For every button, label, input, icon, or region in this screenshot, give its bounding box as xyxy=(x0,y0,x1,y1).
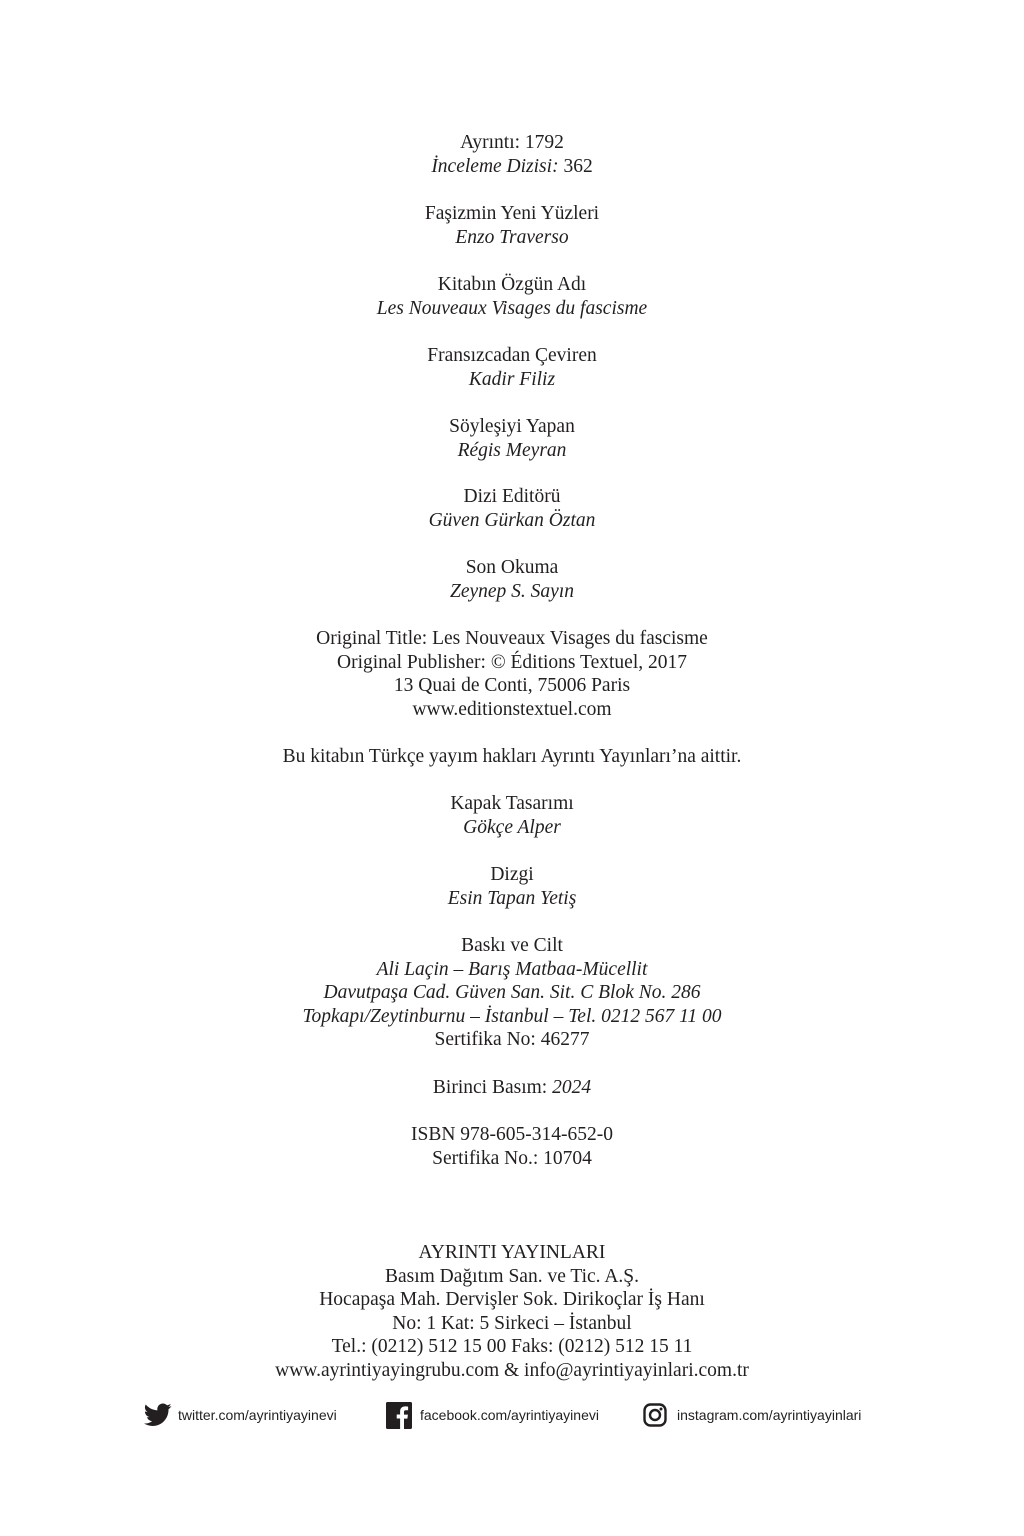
edition-section xyxy=(0,1076,1024,1100)
isbn-line: ISBN 978-605-314-652-0 xyxy=(410,1124,614,1145)
interviewer-section xyxy=(0,415,1024,462)
rights-section xyxy=(0,745,1024,769)
translator-name: Kadir Filiz xyxy=(468,368,556,390)
printing-section xyxy=(0,934,1024,1052)
printer-name: Ali Laçin – Barış Matbaa-Mücellit xyxy=(376,958,648,980)
publisher-certificate-line: Sertifika No.: 10704 xyxy=(432,1147,592,1169)
publisher-info xyxy=(0,1241,1024,1383)
typesetter-name: Esin Tapan Yetiş xyxy=(447,887,577,909)
publisher-phone-fax: Tel.: (0212) 512 15 00 Faks: (0212) 512 15 11 xyxy=(331,1336,693,1358)
original-publication xyxy=(0,627,1024,721)
series-editor-section xyxy=(0,485,1024,532)
publisher-address-line: Hocapaşa Mah. Dervişler Sok. Dirikoçlar İş Hanı xyxy=(319,1289,705,1311)
series-line: Ayrıntı: 1792 xyxy=(460,132,564,153)
printer-certificate: Sertifika No: 46277 xyxy=(434,1029,590,1051)
publisher-address-line: No: 1 Kat: 5 Sirkeci – İstanbul xyxy=(392,1312,632,1334)
publisher-web-email: www.ayrintiyayingrubu.com & info@ayrintiyayinlari.com.tr xyxy=(275,1359,749,1381)
publisher-company: Basım Dağıtım San. ve Tic. A.Ş. xyxy=(384,1265,640,1287)
cover-design-section xyxy=(0,792,1024,839)
proofreading-name: Zeynep S. Sayın xyxy=(449,580,574,602)
book-info xyxy=(0,202,1024,249)
original-name-section xyxy=(0,273,1024,320)
printer-address-line: Davutpaşa Cad. Güven San. Sit. C Blok No. 286 xyxy=(323,982,701,1004)
original-publisher-line: Original Publisher: © Éditions Textuel, 2017 xyxy=(337,651,687,673)
typesetting-label: Dizgi xyxy=(490,864,534,885)
interviewer-name: Régis Meyran xyxy=(457,439,567,461)
series-info xyxy=(0,131,1024,178)
instagram-link-text: instagram.com/ayrintiyayinlari xyxy=(677,1407,862,1423)
printer-city-phone-line: Topkapı/Zeytinburnu – İstanbul – Tel. 0212 567 11 00 xyxy=(302,1005,722,1027)
publisher-name: AYRINTI YAYINLARI xyxy=(418,1242,606,1263)
translator-label: Fransızcadan Çeviren xyxy=(427,345,597,366)
facebook-icon xyxy=(386,1402,412,1429)
original-website: www.editionstextuel.com xyxy=(412,698,612,720)
facebook-link[interactable] xyxy=(386,1398,599,1432)
twitter-link[interactable] xyxy=(144,1398,337,1432)
series-editor-name: Güven Gürkan Öztan xyxy=(428,509,596,531)
original-title-line: Original Title: Les Nouveaux Visages du fascisme xyxy=(316,628,708,649)
printing-label: Baskı ve Cilt xyxy=(461,935,563,956)
twitter-icon xyxy=(144,1403,172,1427)
proofreading-label: Son Okuma xyxy=(465,557,559,578)
cover-design-label: Kapak Tasarımı xyxy=(450,793,574,814)
book-author: Enzo Traverso xyxy=(455,226,569,248)
edition-line: Birinci Basım: 2024 xyxy=(432,1077,592,1098)
original-name-label: Kitabın Özgün Adı xyxy=(437,274,587,295)
subseries-line: İnceleme Dizisi: 362 xyxy=(431,155,593,177)
twitter-link-text: twitter.com/ayrintiyayinevi xyxy=(178,1407,337,1423)
interviewer-label: Söyleşiyi Yapan xyxy=(449,416,575,437)
original-name-value: Les Nouveaux Visages du fascisme xyxy=(376,297,648,319)
rights-statement: Bu kitabın Türkçe yayım hakları Ayrıntı Yayınları’na aittir. xyxy=(282,746,742,767)
original-address-line: 13 Quai de Conti, 75006 Paris xyxy=(393,675,631,697)
proofreading-section xyxy=(0,556,1024,603)
translator-section xyxy=(0,344,1024,391)
instagram-link[interactable] xyxy=(643,1398,861,1432)
book-title: Faşizmin Yeni Yüzleri xyxy=(424,203,600,224)
facebook-link-text: facebook.com/ayrintiyayinevi xyxy=(420,1407,599,1423)
instagram-icon xyxy=(643,1403,667,1427)
series-editor-label: Dizi Editörü xyxy=(463,486,561,507)
isbn-section xyxy=(0,1123,1024,1170)
cover-designer-name: Gökçe Alper xyxy=(463,816,561,838)
typesetting-section xyxy=(0,863,1024,910)
